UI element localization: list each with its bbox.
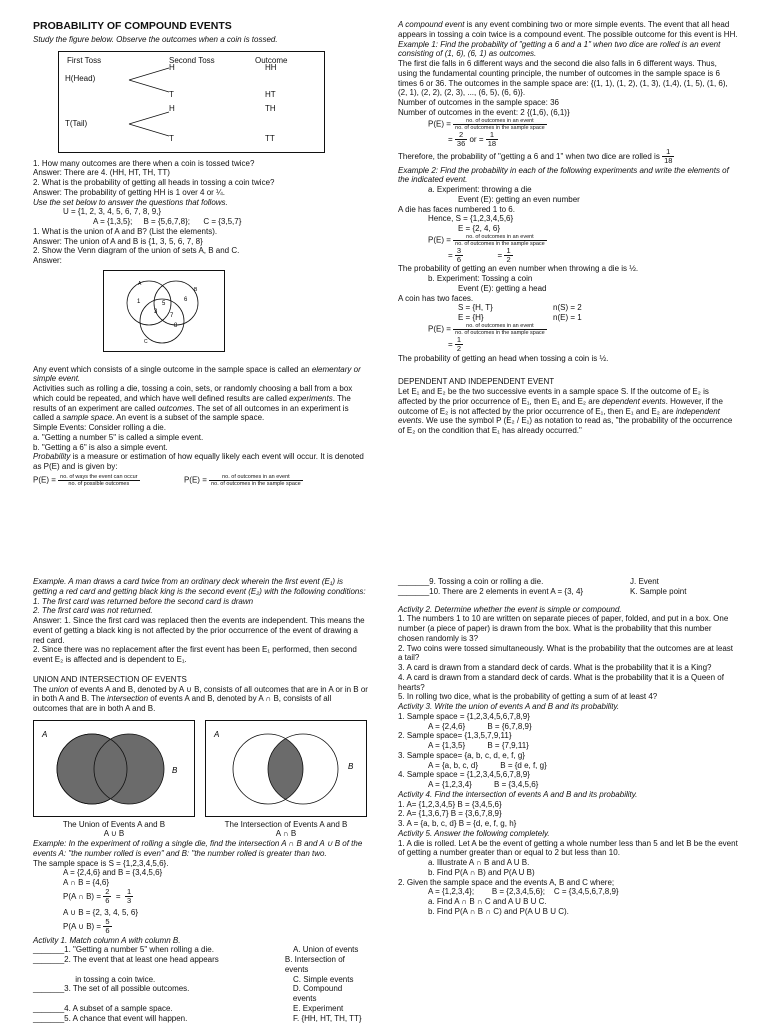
venn-num-5: 5 bbox=[162, 300, 166, 307]
para2-a: Activities such as rolling a die, tossing a coin, sets, or randomly choosing a ball from a box which could be repeated, and which have well defined results are called bbox=[33, 384, 353, 403]
union-label-b: B bbox=[172, 765, 178, 775]
ex1-frac-den: no. of outcomes in the sample space bbox=[455, 124, 545, 131]
intersection-label-b: B bbox=[348, 761, 354, 771]
second-toss-1: H bbox=[169, 62, 175, 72]
match-10-right: K. Sample point bbox=[630, 586, 687, 596]
num-1: 1 bbox=[486, 131, 498, 140]
second-toss-2: T bbox=[169, 89, 174, 99]
right-bottom-column bbox=[398, 577, 738, 917]
venn-label-a: A bbox=[138, 280, 142, 287]
example-2: Example 2: Find the probability in each of the following experiments and write the elements of the indicated event. bbox=[398, 165, 729, 185]
formula-1 bbox=[58, 474, 139, 487]
match-row bbox=[33, 1004, 368, 1014]
set-b: B = {5,6,7,8}; bbox=[143, 217, 190, 227]
p-intersect bbox=[33, 888, 368, 906]
match-left: _______1. "Getting a number 5" when rolling a die. bbox=[33, 945, 214, 955]
dep-a: Let E₁ and E₂ be the two successive events in a sample space S. If the outcome of E₂ is affected by the prior occurrence of E₁, then E₁ and E₂ are bbox=[398, 387, 709, 406]
dep-e: . We use the symbol P (E₂ / E₁) as notation to read as, "the probability of the occurrence of E₂ on the condition that E₁ has already occurred." bbox=[398, 416, 733, 436]
act3-item-2-sets: A = {1,3,5} B = {7,9,11} bbox=[428, 741, 529, 750]
match-list bbox=[33, 945, 368, 1023]
simple-b: b. "Getting a 6" is also a simple event. bbox=[33, 442, 168, 452]
ex2a-result-text: The probability of getting an even number when throwing a die is ½. bbox=[398, 264, 639, 274]
match-9-right: J. Event bbox=[630, 577, 659, 586]
first-toss-tail: T(Tail) bbox=[65, 118, 88, 128]
outcome-2: HT bbox=[265, 89, 276, 99]
ex2b-frac-num: no. of outcomes in an event bbox=[453, 323, 547, 330]
ex1-eq: = bbox=[448, 134, 453, 144]
union-venn bbox=[33, 720, 195, 817]
formula-1-num: no. of ways the event can occur bbox=[60, 473, 138, 480]
second-toss-4: T bbox=[169, 133, 174, 143]
venn-diagrams bbox=[33, 720, 368, 839]
probability-definition bbox=[33, 452, 368, 472]
union-body bbox=[33, 685, 368, 714]
pi-den: 6 bbox=[105, 896, 110, 905]
match-right: F. {HH, HT, TH, TT} bbox=[293, 1013, 362, 1023]
frac-1-3 bbox=[125, 888, 133, 906]
question-3: 1. What is the union of A and B? (List the elements). bbox=[33, 226, 218, 236]
header-second-toss: Second Toss bbox=[169, 55, 215, 65]
intersection-diagram bbox=[205, 720, 367, 839]
ex1-1-18 bbox=[486, 131, 498, 149]
ex2b-result bbox=[398, 336, 738, 354]
ex2b-eq: = bbox=[448, 339, 453, 349]
ui-c: of events A and B, denoted by A ∪ B, consists of all outcomes that are in A or in B or in both A and B. The bbox=[33, 684, 368, 704]
ex2b-1-2 bbox=[455, 336, 463, 354]
a-union-b: A ∪ B = {2, 3, 4, 5, 6} bbox=[63, 908, 139, 918]
instruction: Study the figure below. Observe the outcomes when a coin is tossed. bbox=[33, 34, 278, 44]
therefore-frac bbox=[662, 148, 674, 166]
left-bottom-column bbox=[33, 577, 368, 1023]
ex2b-e-set: E = {H} bbox=[458, 313, 484, 323]
ex1-2-36 bbox=[455, 131, 467, 149]
a-intersect-b: A ∩ B = {4,6} bbox=[63, 878, 110, 887]
intersection-caption-symbol: A ∩ B bbox=[275, 829, 297, 839]
ex2a-eq2: = bbox=[497, 250, 503, 260]
ex1-frac-num: no. of outcomes in an event bbox=[453, 118, 547, 125]
therefore bbox=[398, 148, 738, 166]
intersection-caption: The Intersection of Events A and B bbox=[224, 819, 348, 829]
universal-set: U = {1, 2, 3, 4, 5, 6, 7, 8, 9,} bbox=[63, 207, 162, 217]
match-right: E. Experiment bbox=[293, 1003, 344, 1013]
para1-text: Any event which consists of a single outcome in the sample space is called an bbox=[33, 364, 312, 374]
ex1-formula bbox=[398, 118, 738, 131]
pi-eq: = bbox=[115, 891, 121, 901]
question-4: 2. Show the Venn diagram of the union of sets A, B and C. bbox=[33, 246, 240, 256]
match-9-left: _______9. Tossing a coin or rolling a die. bbox=[398, 577, 544, 586]
match-right: A. Union of events bbox=[293, 945, 359, 955]
formula-1-den: no. of possible outcomes bbox=[68, 480, 130, 487]
ex2b-e bbox=[398, 313, 738, 323]
venn-num-1: 1 bbox=[137, 298, 141, 305]
num-2: 2 bbox=[455, 131, 467, 140]
dep-b: dependent events bbox=[602, 396, 666, 406]
ex2a-experiment: a. Experiment: throwing a die bbox=[428, 185, 532, 195]
union-label-a: A bbox=[42, 729, 48, 739]
act2-item-5: 5. In rolling two dice, what is the probability of getting a sum of at least 4? bbox=[398, 692, 658, 702]
union-diagram bbox=[33, 720, 195, 839]
match-row-9 bbox=[398, 577, 738, 587]
match-right: C. Simple events bbox=[293, 974, 354, 984]
ex1-pe: P(E) = bbox=[428, 119, 451, 129]
act5-item-2b: b. Find P(A ∩ B ∩ C) and P(A U B U C). bbox=[428, 906, 569, 916]
number-sample: Number of outcomes in the sample space: 36 bbox=[398, 98, 559, 107]
act3-item-4-sets: A = {1,2,3,4} B = {3,4,5,6} bbox=[428, 780, 539, 789]
ex2b-num: 1 bbox=[456, 335, 462, 345]
match-left: _______5. A chance that event will happen. bbox=[33, 1013, 188, 1023]
outcome-3: TH bbox=[265, 103, 276, 113]
formula-2-den: no. of outcomes in the sample space bbox=[211, 480, 301, 487]
act4-item-1: 1. A= {1,2,3,4,5} B = {3,4,5,6} bbox=[398, 799, 502, 809]
ex2a-result bbox=[398, 247, 738, 265]
ex2b-s-set: S = {H, T} bbox=[458, 303, 493, 313]
dep-c: . However, if the outcome of E₂ is not affected by the prior occurrence of E₁, then E₁ and E₂ are bbox=[398, 396, 723, 416]
paragraph-elementary bbox=[33, 365, 368, 385]
prob-term: Probability bbox=[33, 452, 71, 462]
simple-a: a. "Getting a number 5" is called a simple event. bbox=[33, 432, 204, 442]
pu-den: 6 bbox=[105, 926, 110, 936]
num-half: 1 bbox=[506, 245, 511, 255]
set-c: C = {3,5,7} bbox=[203, 217, 242, 227]
tree-lines bbox=[59, 52, 324, 152]
die-example: Example: In the experiment of rolling a single die, find the intersection A ∩ B and A ∪ B of the events A: "the number rolled is even" and B: "the number rolled is greater than two. bbox=[33, 839, 363, 858]
ex2a-faces: A die has faces numbered 1 to 6. bbox=[398, 204, 515, 214]
set-a: A = {1,3,5}; bbox=[93, 217, 133, 227]
frac-2-6 bbox=[103, 888, 111, 906]
ex1-result bbox=[398, 131, 738, 149]
union-caption-symbol: A ∪ B bbox=[103, 829, 125, 839]
condition-2: 2. The first card was not returned. bbox=[33, 606, 153, 616]
ex2a-pe: P(E) = bbox=[428, 235, 451, 245]
venn-num-7: 7 bbox=[170, 312, 174, 319]
first-toss-head: H(Head) bbox=[65, 73, 96, 83]
act2-item-1: 1. The numbers 1 to 10 are written on separate pieces of paper, folded, and put in a box. One number (a piece of paper) is drawn from the box. What is the probability that this number chosen randomly is 3? bbox=[398, 614, 729, 643]
outcome-1: HH bbox=[265, 62, 277, 72]
left-top-column bbox=[33, 20, 368, 487]
ui-d: intersection bbox=[107, 694, 149, 704]
act3-item-3: 3. Sample space= {a, b, c, d, e, f, g} bbox=[398, 750, 525, 760]
act4-item-3: 3. A = {a, b, c, d} B = {d, e, f, g, h} bbox=[398, 819, 517, 828]
activity-3: Activity 3. Write the union of events A and B and its probability. bbox=[398, 702, 620, 711]
para2-d: outcomes bbox=[157, 403, 193, 413]
den-6: 6 bbox=[456, 255, 462, 265]
para1-italic: elementary or simple event. bbox=[33, 364, 361, 384]
ex2a-3-6 bbox=[455, 247, 463, 265]
condition-1: 1. The first card was returned before the second card is drawn bbox=[33, 596, 254, 606]
para2-f: sample space bbox=[62, 413, 113, 423]
set-instruction: Use the set below to answer the questions that follows. bbox=[33, 197, 228, 207]
ex2b-ns: n(S) = 2 bbox=[553, 303, 582, 313]
ex2a-eq1: = bbox=[448, 250, 453, 260]
ex1-or: or = bbox=[469, 134, 484, 144]
activity-2: Activity 2. Determine whether the event is simple or compound. bbox=[398, 604, 622, 614]
venn-num-6: 6 bbox=[184, 296, 188, 303]
sample-space: The sample space is S = {1,2,3,4,5,6}. bbox=[33, 858, 169, 868]
act5-item-2a: a. Find A ∩ B ∩ C and A U B U C. bbox=[428, 897, 547, 906]
ex2b-frac bbox=[453, 323, 547, 336]
dependent-body bbox=[398, 387, 738, 436]
number-event: Number of outcomes in the event: 2 {(1,6), (6,1)} bbox=[398, 107, 570, 117]
act3-item-2: 2. Sample space= {1,3,5,7,9,11} bbox=[398, 731, 512, 741]
act2-item-4: 4. A card is drawn from a standard deck of cards. What is the probability that it is a Queen of hearts? bbox=[398, 672, 724, 692]
num-3: 3 bbox=[456, 245, 462, 255]
probability-formulas bbox=[33, 474, 368, 487]
dep-d: independent events bbox=[398, 406, 720, 426]
therefore-num: 1 bbox=[662, 148, 674, 157]
p-union bbox=[33, 918, 368, 936]
example-1: Example 1: Find the probability of "getting a 6 and a 1" when two dice are rolled is an event consisting of (1, 6), (6, 1) as outcomes. bbox=[398, 39, 721, 59]
match-left: _______4. A subset of a sample space. bbox=[33, 1003, 173, 1013]
answer-2: Answer: The probability of getting HH is 1 over 4 or ¼. bbox=[33, 187, 225, 197]
activity-5: Activity 5. Answer the following completely. bbox=[398, 828, 550, 838]
ex2b-s bbox=[398, 303, 738, 313]
ex2b-faces: A coin has two faces. bbox=[398, 293, 474, 303]
ex2b-ne: n(E) = 1 bbox=[553, 313, 582, 323]
act4-item-2: 2. A= {1,3,6,7} B = {3,6,7,8,9} bbox=[398, 809, 502, 819]
therefore-text: Therefore, the probability of "getting a 6 and 1" when two dice are rolled is bbox=[398, 151, 660, 161]
pi2-num: 1 bbox=[126, 886, 132, 896]
p-intersect-label: P(A ∩ B) = bbox=[63, 891, 101, 901]
second-toss-3: H bbox=[169, 103, 175, 113]
act5-item-1a: a. Illustrate A ∩ B and A U B. bbox=[428, 858, 530, 867]
pu-num: 5 bbox=[105, 917, 110, 926]
ex2b-experiment: b. Experiment: Tossing a coin bbox=[428, 274, 533, 284]
union-caption: The Union of Events A and B bbox=[62, 819, 166, 829]
compound-intro bbox=[398, 20, 738, 40]
ex2a-s: Hence, S = {1,2,3,4,5,6} bbox=[428, 214, 514, 224]
ex2a-frac-num: no. of outcomes in an event bbox=[453, 234, 547, 241]
venn-abc bbox=[103, 270, 225, 352]
ex2a-e: E = {2, 4, 6} bbox=[458, 224, 501, 234]
question-1: 1. How many outcomes are there when a coin is tossed twice? bbox=[33, 158, 255, 168]
frac-5-6 bbox=[103, 918, 111, 936]
ex1-frac bbox=[453, 118, 547, 131]
act5-item-2-sets: A = {1,2,3,4}; B = {2,3,4,5,6}; C = {3,4,5,6,7,8,9} bbox=[428, 887, 619, 897]
ex2a-1-2 bbox=[504, 247, 512, 265]
card-answer-2: 2. Since there was no replacement after the first event has been E₁ performed, then second event E₂ is affected and is dependent to E₁. bbox=[33, 645, 357, 664]
pi-num: 2 bbox=[105, 886, 110, 896]
match-row bbox=[33, 975, 368, 985]
ex2b-pe: P(E) = bbox=[428, 324, 451, 334]
activity-1: Activity 1. Match column A with column B. bbox=[33, 935, 181, 945]
compound-text: is any event combining two or more simple events. The event that all head appears in tossing a coin twice is a compound event. The possible outcome for this event is HH. bbox=[398, 20, 738, 39]
ex2a-formula bbox=[398, 234, 738, 247]
p-union-label: P(A ∪ B) = bbox=[63, 921, 102, 931]
act5-item-1: 1. A die is rolled. Let A be the event of getting a whole number less than 5 and let B be the event of getting a number greater than or equal to 2 but less than 10. bbox=[398, 838, 738, 858]
ui-b: union bbox=[49, 684, 69, 694]
ui-a: The bbox=[33, 684, 50, 694]
venn-num-8: 8 bbox=[174, 322, 178, 329]
match-row bbox=[33, 984, 368, 1004]
para2-g: . An event is a subset of the sample space. bbox=[112, 413, 265, 423]
sets-abc bbox=[33, 217, 368, 227]
page-title: PROBABILITY OF COMPOUND EVENTS bbox=[33, 20, 232, 32]
act3-item-1: 1. Sample space = {1,2,3,4,5,6,7,8,9} bbox=[398, 711, 530, 721]
match-10-left: _______10. There are 2 elements in event A = {3, 4} bbox=[398, 586, 584, 596]
para2-e: . The set of all outcomes in an experiment is called a bbox=[33, 403, 349, 423]
venn-num-3: 3 bbox=[154, 308, 158, 315]
union-title: UNION AND INTERSECTION OF EVENTS bbox=[33, 674, 187, 684]
act5-item-1b: b. Find P(A ∩ B) and P(A U B) bbox=[428, 867, 535, 877]
match-right: B. Intersection of events bbox=[284, 955, 345, 974]
simple-events: Simple Events: Consider rolling a die. bbox=[33, 423, 166, 433]
den-18: 18 bbox=[487, 138, 497, 148]
match-left: in tossing a coin twice. bbox=[33, 974, 156, 984]
match-row bbox=[33, 945, 368, 955]
den-half: 2 bbox=[506, 255, 511, 265]
compound-term: A compound event bbox=[398, 20, 465, 29]
ex2a-event: Event (E): getting an even number bbox=[458, 194, 580, 204]
ex2b-event: Event (E): getting a head bbox=[458, 283, 547, 293]
header-outcome: Outcome bbox=[255, 55, 288, 65]
match-row-10 bbox=[398, 587, 738, 597]
act5-item-2: 2. Given the sample space and the events A, B and C where; bbox=[398, 877, 615, 887]
example-1-body: The first die falls in 6 different ways and the second die also falls in 6 different ways. Thus, using the fundamental counting principle, the number of outcomes in the sample space is 6 times 6 or 36. The outcomes in the sample space are: {(1, 1), (1, 2), (1, 3), (1,4), (1, 5), (1, 6), (2, 1), (2, 2), (2, 3), ..., (6, 5), (6, 6)}. bbox=[398, 59, 728, 98]
sets-ab: A = {2,4,6} and B = {3,4,5,6} bbox=[63, 868, 163, 878]
dependent-title: DEPENDENT AND INDEPENDENT EVENT bbox=[398, 377, 555, 387]
match-row bbox=[33, 1014, 368, 1024]
activity-4: Activity 4. Find the intersection of events A and B and its probability. bbox=[398, 789, 638, 799]
para2-c: . The results of an experiment are called bbox=[33, 393, 351, 413]
pe-label-2: P(E) = bbox=[183, 475, 207, 485]
paragraph-experiments bbox=[33, 384, 368, 423]
act2-item-2: 2. Two coins were tossed simultaneously. What is the probability that the outcomes are at least a tail? bbox=[398, 643, 733, 663]
match-left: _______3. The set of all possible outcomes. bbox=[33, 984, 190, 994]
match-row bbox=[33, 955, 368, 975]
match-left: _______2. The event that at least one head appears bbox=[33, 955, 219, 964]
formula-2-num: no. of outcomes in an event bbox=[209, 474, 303, 481]
ex2a-frac bbox=[453, 234, 547, 247]
intersection-venn bbox=[205, 720, 367, 817]
ex2b-formula bbox=[398, 323, 738, 336]
act3-item-4: 4. Sample space = {1,2,3,4,5,6,7,8,9} bbox=[398, 770, 530, 780]
card-answer-1: Answer: 1. Since the first card was replaced then the events are independent. This means the event of getting a black king is not affected by the prior occurrence of the event of drawing a red card. bbox=[33, 616, 365, 645]
question-2: 2. What is the probability of getting all heads in tossing a coin twice? bbox=[33, 178, 275, 188]
venn-label-b: B bbox=[194, 286, 198, 293]
outcome-4: TT bbox=[265, 133, 275, 143]
den-36: 36 bbox=[456, 138, 466, 148]
answer-4: Answer: bbox=[33, 256, 62, 266]
venn-label-c: C bbox=[144, 338, 148, 345]
therefore-den: 18 bbox=[664, 156, 673, 166]
ex2b-den: 2 bbox=[456, 344, 462, 354]
card-example: Example. A man draws a card twice from an ordinary deck wherein the first event (E₁) is getting a red card and getting black king is the second event (E₂) with the following conditions: bbox=[33, 577, 366, 596]
act2-item-3: 3. A card is drawn from a standard deck of cards. What is the probability that it is a King? bbox=[398, 663, 712, 672]
right-top-column bbox=[398, 20, 738, 436]
ui-e: of events A and B, denoted by A ∩ B, consists of all outcomes that are in both A and B. bbox=[33, 694, 332, 713]
act3-item-1-sets: A = {2,4,6} B = {6,7,8,9} bbox=[428, 721, 532, 731]
ex2b-frac-den: no. of outcomes in the sample space bbox=[455, 329, 545, 336]
pi2-den: 3 bbox=[126, 896, 132, 905]
pe-label-1: P(E) = bbox=[33, 475, 56, 485]
prob-text: is a measure or estimation of how equally likely each event will occur. It is denoted as P(E) and is given by: bbox=[33, 452, 364, 472]
match-right: D. Compound events bbox=[292, 984, 343, 1003]
tree-diagram bbox=[58, 51, 325, 153]
ex2a-frac-den: no. of outcomes in the sample space bbox=[455, 240, 545, 247]
para2-b: experiments bbox=[289, 393, 333, 403]
answer-3: Answer: The union of A and B is {1, 3, 5, 6, 7, 8} bbox=[33, 236, 203, 246]
answer-1: Answer: There are 4. (HH, HT, TH, TT) bbox=[33, 168, 170, 178]
header-first-toss: First Toss bbox=[67, 55, 102, 65]
formula-2 bbox=[209, 474, 303, 487]
act3-item-3-sets: A = {a, b, c, d} B = {d e, f, g} bbox=[428, 760, 547, 770]
ex2b-result-text: The probability of getting an head when tossing a coin is ½. bbox=[398, 353, 609, 363]
intersection-label-a: A bbox=[214, 729, 220, 739]
